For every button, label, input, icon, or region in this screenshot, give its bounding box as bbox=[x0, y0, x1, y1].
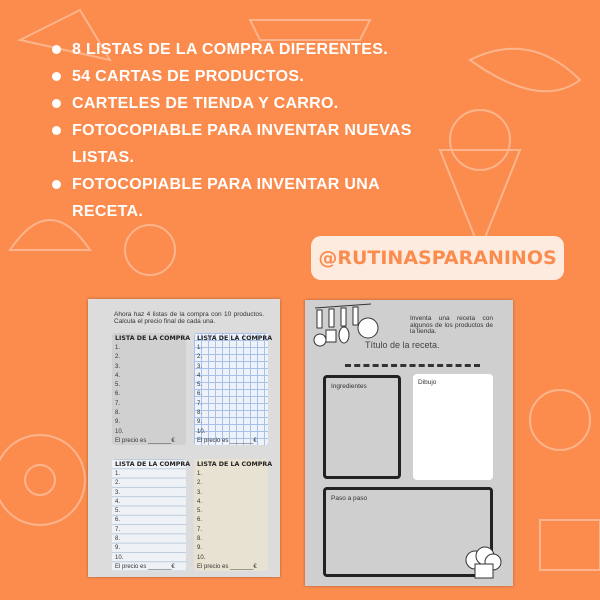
list-line: 5. bbox=[115, 508, 121, 515]
list-line: 2. bbox=[115, 354, 121, 361]
feature-item: 8 LISTAS DE LA COMPRA DIFERENTES. bbox=[52, 36, 452, 63]
ingredients-box: Ingredientes bbox=[323, 375, 401, 479]
title-dashed-line bbox=[345, 364, 480, 367]
list-line: 2. bbox=[197, 354, 203, 361]
list-line: 8. bbox=[197, 536, 203, 543]
list-line: 1. bbox=[197, 345, 203, 351]
recipe-worksheet bbox=[305, 300, 513, 586]
list-line: 7. bbox=[115, 526, 121, 533]
list-line: 8. bbox=[197, 410, 203, 417]
list-line: 4. bbox=[197, 372, 203, 379]
steps-box: Paso a paso bbox=[323, 487, 493, 577]
list-line: 1. bbox=[115, 345, 121, 351]
list-line: 9. bbox=[115, 419, 121, 426]
list-line: 10. bbox=[115, 554, 124, 561]
list-line: 6. bbox=[115, 517, 121, 524]
shopping-list bbox=[194, 459, 273, 571]
drawing-box: Dibujo bbox=[413, 374, 493, 480]
list-line: 5. bbox=[115, 382, 121, 389]
list-line: 5. bbox=[197, 508, 203, 515]
list-line: 10. bbox=[197, 554, 206, 561]
list-line: 9. bbox=[197, 419, 203, 426]
price-line: El precio es _______€ bbox=[115, 563, 175, 570]
feature-list bbox=[52, 36, 452, 225]
feature-item: 54 CARTAS DE PRODUCTOS. bbox=[52, 63, 452, 90]
chef-hat-icon bbox=[463, 546, 503, 582]
list-line: 3. bbox=[115, 489, 121, 496]
price-line: El precio es _______€ bbox=[115, 437, 175, 444]
shopping-list bbox=[194, 333, 273, 445]
list-line: 5. bbox=[197, 382, 203, 389]
list-line: 9. bbox=[197, 545, 203, 552]
feature-item: FOTOCOPIABLE PARA INVENTAR UNA RECETA. bbox=[52, 171, 452, 225]
list-line: 8. bbox=[115, 536, 121, 543]
list-line: 6. bbox=[115, 391, 121, 398]
list-title: LISTA DE LA COMPRA bbox=[115, 461, 191, 468]
list-line: 1. bbox=[197, 471, 203, 477]
list-line: 4. bbox=[197, 498, 203, 505]
list-line: 6. bbox=[197, 517, 203, 524]
list-line: 3. bbox=[197, 489, 203, 496]
list-title: LISTA DE LA COMPRA bbox=[197, 461, 273, 468]
list-line: 6. bbox=[197, 391, 203, 398]
list-line: 3. bbox=[197, 363, 203, 370]
list-line: 7. bbox=[197, 400, 203, 407]
shopping-list bbox=[112, 333, 191, 445]
recipe-intro: Inventa una receta con algunos de los productos de la tienda. bbox=[410, 315, 493, 335]
list-line: 4. bbox=[115, 498, 121, 505]
list-line: 7. bbox=[115, 400, 121, 407]
list-line: 2. bbox=[115, 480, 121, 487]
shopping-list bbox=[112, 459, 191, 571]
price-line: El precio es _______€ bbox=[197, 437, 257, 444]
list-line: 8. bbox=[115, 410, 121, 417]
feature-item: FOTOCOPIABLE PARA INVENTAR NUEVAS LISTAS. bbox=[52, 117, 452, 171]
list-line: 3. bbox=[115, 363, 121, 370]
feature-item: CARTELES DE TIENDA Y CARRO. bbox=[52, 90, 452, 117]
list-line: 1. bbox=[115, 471, 121, 477]
worksheet-intro: Ahora haz 4 listas de la compra con 10 productos. Calcula el precio final de cada una. bbox=[114, 311, 264, 325]
shopping-lists-worksheet bbox=[88, 299, 280, 577]
list-line: 10. bbox=[197, 428, 206, 435]
list-line: 2. bbox=[197, 480, 203, 487]
price-line: El precio es _______€ bbox=[197, 563, 257, 570]
list-line: 10. bbox=[115, 428, 124, 435]
social-handle-badge: @RUTINASPARANINOS bbox=[311, 236, 564, 280]
list-title: LISTA DE LA COMPRA bbox=[115, 335, 191, 342]
recipe-title-label: Título de la receta. bbox=[365, 340, 440, 350]
list-line: 9. bbox=[115, 545, 121, 552]
list-line: 4. bbox=[115, 372, 121, 379]
list-line: 7. bbox=[197, 526, 203, 533]
list-title: LISTA DE LA COMPRA bbox=[197, 335, 273, 342]
